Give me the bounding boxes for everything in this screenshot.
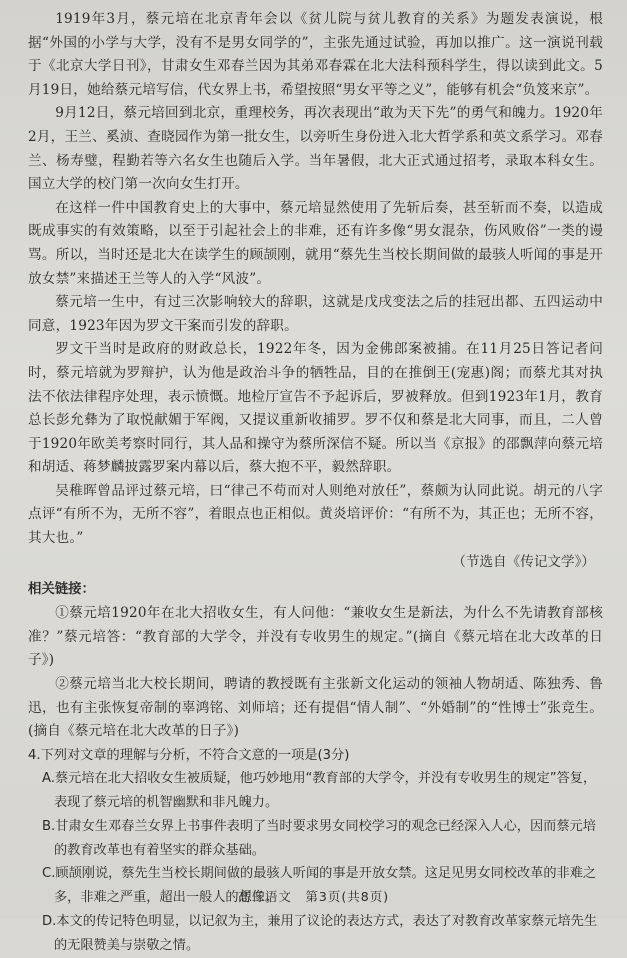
related-links xyxy=(28,578,603,744)
passage-paragraph: 罗文干当时是政府的财政总长，1922年冬，因为金佛郎案被捕。在11月25日答记者问时，蔡元培就为罗辩护，认为他是政治斗争的牺牲品，目的在推倒王(宠惠)阁；而蔡尤其对执法不依法律程序处理，表示愤慨。地检厅宣告不予起诉后，罗被释放。但到1923年1月，教育总长彭允彝为了取悦献媚于军阀，又提议重新收捕罗。罗不仅和蔡是北大同事，而且，二人曾于1920年欧美考察时同行，其人品和操守为蔡所深信不疑。所以当《京报》的邵飘萍向蔡元培和胡适、蒋梦麟披露罗案内幕以后，蔡大抱不平，毅然辞职。 xyxy=(28,341,603,476)
passage-paragraph: 9月12日，蔡元培回到北京，重理校务，再次表现出“敢为天下先”的勇气和魄力。1920年2月，王兰、奚浈、查晓园作为第一批女生，以旁听生身份进入北大哲学系和英文系学习。邓春兰、杨寿璧，程勤若等六名女生也随后入学。当年暑假，北大正式通过招考，录取本科女生。国立大学的校门第一次向女生打开。 xyxy=(28,105,603,193)
related-links-heading: 相关链接： xyxy=(28,582,95,598)
passage-source: （节选自《传记文学》） xyxy=(452,553,595,570)
question-option-a: A.蔡元培在北大招收女生被质疑，他巧妙地用“教育部的大学令，并没有专收男生的规定”答复，表现了蔡元培的机智幽默和非凡魄力。 xyxy=(42,771,597,811)
question-block xyxy=(28,744,603,958)
question-option-b: B.甘肃女生邓春兰女界上书事件表明了当时要求男女同校学习的观念已经深入人心，因而蔡元培的教育改革也有着坚实的群众基础。 xyxy=(42,818,596,858)
passage-paragraph: 1919年3月，蔡元培在北京青年会以《贫儿院与贫儿教育的关系》为题发表演说，根据“外国的小学与大学，没有不是男女同学的”，主张先通过试验，再加以推广。这一演说刊载于《北京大学日刊》，甘肃女生邓春兰因为其弟邓春霖在北大法科预科学生，得以读到此文。5月19日，她给蔡元培写信，代女界上书，希望按照“男女平等之义”，能够有机会“负笈来京”。 xyxy=(28,11,603,98)
related-link-item: ①蔡元培1920年在北大招收女生，有人问他：“兼收女生是新法，为什么不先请教育部核准？”蔡元培答：“教育部的大学令，并没有专收男生的规定。”(摘自《蔡元培在北大改革的日子》) xyxy=(28,605,603,669)
related-link-item: ②蔡元培当北大校长期间，聘请的教授既有主张新文化运动的领袖人物胡适、陈独秀、鲁迅，也有主张恢复帝制的辜鸿铭、刘师培；还有提倡“情人制”、“外婚制”的“性博士”张竞生。(摘自《蔡元培在北大改革的日子》) xyxy=(28,676,603,740)
question-option-d: D.本文的传记特色明显，以记叙为主，兼用了议论的表达方式，表达了对教育改革家蔡元培先生的无限赞美与崇敬之情。 xyxy=(42,914,598,953)
question-stem: 4.下列对文章的理解与分析，不符合文意的一项是(3分) xyxy=(28,747,350,763)
question-option-c: C.顾颉刚说，蔡先生当校长期间做的最骇人听闻的事是开放女禁。这足见男女同校改革的非难之多，非难之严重，超出一般人的想像。 xyxy=(42,866,597,906)
passage-paragraph: 蔡元培一生中，有过三次影响较大的辞职，这就是戊戌变法之后的挂冠出都、五四运动中同意，1923年因为罗文干案而引发的辞职。 xyxy=(28,294,603,334)
passage-paragraph: 在这样一件中国教育史上的大事中，蔡元培显然使用了先斩后奏，甚至斩而不奏，以造成既成事实的有效策略，以至于引起社会上的非难，还有许多像“男女混杂，伤风败俗”一类的谩骂。所以，当时还是北大在读学生的顾颉刚，就用“蔡先生当校长期间做的最骇人听闻的事是开放女禁”来描述王兰等人的入学“风波”。 xyxy=(28,199,603,287)
page-footer: 高三语文 第3页(共8页) xyxy=(237,889,390,904)
passage-paragraph: 吴稚晖曾品评过蔡元培，曰“律己不苟而对人则绝对放任”，蔡颇为认同此说。胡元的八字点评“有所不为，无所不容”，着眼点也正相似。黄炎培评价：“有所不为，其正也；无所不容，其大也。” xyxy=(28,482,603,547)
passage xyxy=(28,8,603,574)
